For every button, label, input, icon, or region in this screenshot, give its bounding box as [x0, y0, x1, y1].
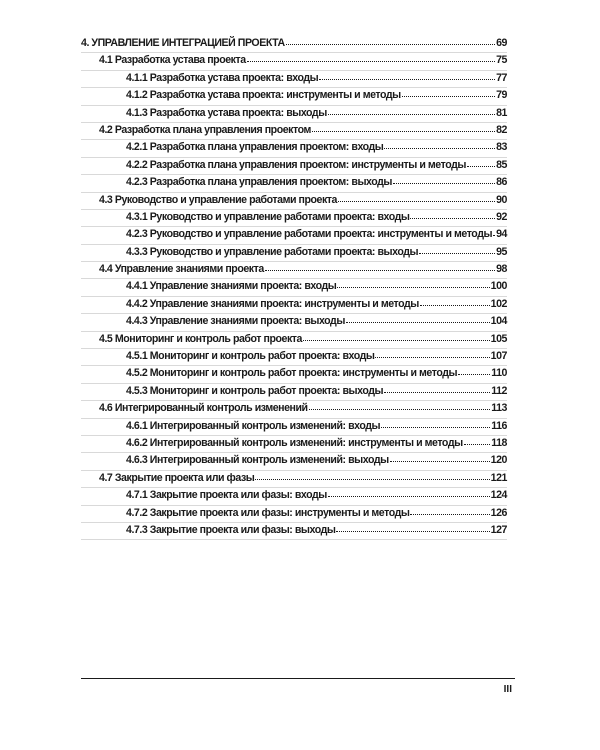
toc-subsection-entry[interactable]	[81, 297, 507, 314]
toc-subsection-entry[interactable]	[81, 384, 507, 401]
toc-entry-page: 113	[491, 402, 507, 415]
toc-section-entry[interactable]	[81, 471, 507, 488]
toc-entry-title: 4.2 Разработка плана управления проектом	[99, 123, 311, 136]
toc-entry-title: 4.4.2 Управление знаниями проекта: инструменты и методы	[126, 297, 419, 310]
toc-entry-title: 4.2.2 Разработка плана управления проектом: инструменты и методы	[126, 158, 466, 171]
toc-entry-title: 4.1.2 Разработка устава проекта: инструменты и методы	[126, 89, 401, 102]
toc-entry-page: 112	[491, 384, 507, 397]
toc-entry-title: 4.3 Руководство и управление работами проекта	[99, 193, 337, 206]
toc-chapter-entry[interactable]	[81, 36, 507, 53]
toc-entry-page: 127	[490, 523, 507, 536]
toc-entry-page: 121	[490, 471, 507, 484]
toc-subsection-entry[interactable]	[81, 245, 507, 262]
toc-subsection-entry[interactable]	[81, 523, 507, 540]
page-number: III	[503, 684, 512, 695]
toc-subsection-entry[interactable]	[81, 419, 507, 436]
toc-entry-title: 4.7.3 Закрытие проекта или фазы: выходы	[126, 523, 336, 536]
toc-section-entry[interactable]	[81, 53, 507, 70]
toc-entry-page: 95	[496, 245, 507, 258]
toc-entry-title: 4.6 Интегрированный контроль изменений	[99, 402, 308, 415]
toc-entry-title: 4.6.2 Интегрированный контроль изменений: инструменты и методы	[126, 436, 463, 449]
toc-entry-page: 110	[491, 367, 507, 380]
dot-leader	[420, 297, 490, 307]
toc-subsection-entry[interactable]	[81, 140, 507, 157]
toc-entry-title: 4.5.2 Мониторинг и контроль работ проекта: инструменты и методы	[126, 367, 458, 380]
dot-leader	[493, 227, 495, 237]
toc-entry-title: 4.7.1 Закрытие проекта или фазы: входы	[126, 489, 327, 502]
toc-section-entry[interactable]	[81, 332, 507, 349]
toc-entry-page: 98	[496, 263, 507, 276]
dot-leader	[458, 366, 490, 376]
dot-leader	[286, 36, 495, 46]
toc-entry-page: 107	[490, 350, 507, 363]
toc-subsection-entry[interactable]	[81, 314, 507, 331]
toc-entry-page: 124	[490, 489, 507, 502]
toc-entry-page: 86	[496, 176, 507, 189]
dot-leader	[402, 88, 495, 98]
dot-leader	[467, 158, 495, 168]
toc-subsection-entry[interactable]	[81, 349, 507, 366]
toc-entry-title: 4.4.1 Управление знаниями проекта: входы	[126, 280, 337, 293]
toc-subsection-entry[interactable]	[81, 210, 507, 227]
toc-subsection-entry[interactable]	[81, 175, 507, 192]
toc-entry-page: 118	[491, 436, 507, 449]
toc-subsection-entry[interactable]	[81, 158, 507, 175]
toc-entry-title: 4.7 Закрытие проекта или фазы	[99, 471, 255, 484]
toc-entry-page: 83	[496, 141, 507, 154]
toc-subsection-entry[interactable]	[81, 88, 507, 105]
toc-section-entry[interactable]	[81, 193, 507, 210]
toc-subsection-entry[interactable]	[81, 436, 507, 453]
dot-leader	[338, 193, 495, 203]
toc-entry-page: 90	[496, 193, 507, 206]
toc-entry-title: 4.1.3 Разработка устава проекта: выходы	[126, 106, 327, 119]
toc-entry-page: 85	[496, 158, 507, 171]
toc-entry-page: 94	[496, 228, 507, 241]
toc-entry-page: 92	[496, 210, 507, 223]
toc-entry-title: 4.2.3 Руководство и управление работами проекта: инструменты и методы	[126, 228, 493, 241]
toc-entry-title: 4.5 Мониторинг и контроль работ проекта	[99, 332, 302, 345]
dot-leader	[303, 332, 490, 342]
dot-leader	[346, 314, 490, 324]
toc-entry-page: 82	[496, 123, 507, 136]
dot-leader	[410, 210, 495, 220]
table-of-contents	[81, 36, 507, 540]
dot-leader	[384, 384, 490, 394]
dot-leader	[337, 279, 489, 289]
toc-entry-page: 116	[491, 419, 507, 432]
toc-entry-title: 4.1 Разработка устава проекта	[99, 54, 246, 67]
toc-entry-page: 126	[490, 506, 507, 519]
toc-section-entry[interactable]	[81, 123, 507, 140]
toc-subsection-entry[interactable]	[81, 506, 507, 523]
toc-entry-page: 69	[496, 37, 507, 49]
toc-entry-page: 102	[490, 297, 507, 310]
toc-entry-page: 104	[490, 315, 507, 328]
toc-entry-title: 4.1.1 Разработка устава проекта: входы	[126, 71, 319, 84]
dot-leader	[247, 53, 495, 63]
toc-subsection-entry[interactable]	[81, 453, 507, 470]
dot-leader	[375, 349, 489, 359]
dot-leader	[410, 506, 489, 516]
toc-entry-title: 4. УПРАВЛЕНИЕ ИНТЕГРАЦИЕЙ ПРОЕКТА	[81, 37, 285, 49]
toc-entry-title: 4.6.3 Интегрированный контроль изменений: выходы	[126, 454, 389, 467]
toc-subsection-entry[interactable]	[81, 366, 507, 383]
toc-entry-page: 100	[490, 280, 507, 293]
toc-entry-title: 4.6.1 Интегрированный контроль изменений: входы	[126, 419, 381, 432]
dot-leader	[309, 401, 491, 411]
toc-entry-title: 4.5.1 Мониторинг и контроль работ проекта: входы	[126, 350, 375, 363]
toc-entry-title: 4.3.1 Руководство и управление работами проекта: входы	[126, 210, 410, 223]
dot-leader	[384, 140, 495, 150]
toc-entry-title: 4.4.3 Управление знаниями проекта: выходы	[126, 315, 345, 328]
toc-subsection-entry[interactable]	[81, 71, 507, 88]
toc-entry-title: 4.5.3 Мониторинг и контроль работ проекта: выходы	[126, 384, 384, 397]
toc-entry-page: 81	[496, 106, 507, 119]
toc-entry-page: 75	[496, 54, 507, 67]
dot-leader	[419, 245, 495, 255]
toc-entry-title: 4.2.3 Разработка плана управления проектом: выходы	[126, 176, 392, 189]
dot-leader	[381, 419, 490, 429]
dot-leader	[319, 71, 495, 81]
toc-subsection-entry[interactable]	[81, 488, 507, 505]
dot-leader	[328, 106, 495, 116]
dot-leader	[390, 453, 490, 463]
dot-leader	[255, 471, 489, 481]
toc-section-entry[interactable]	[81, 401, 507, 418]
toc-entry-page: 105	[490, 332, 507, 345]
dot-leader	[312, 123, 495, 133]
toc-subsection-entry[interactable]	[81, 106, 507, 123]
dot-leader	[393, 175, 495, 185]
toc-entry-title: 4.7.2 Закрытие проекта или фазы: инструменты и методы	[126, 506, 410, 519]
dot-leader	[328, 488, 490, 498]
toc-entry-title: 4.2.1 Разработка плана управления проектом: входы	[126, 141, 384, 154]
toc-subsection-entry[interactable]	[81, 227, 507, 244]
toc-entry-page: 79	[496, 89, 507, 102]
toc-entry-page: 120	[490, 454, 507, 467]
toc-entry-title: 4.4 Управление знаниями проекта	[99, 263, 264, 276]
dot-leader	[464, 436, 491, 446]
toc-section-entry[interactable]	[81, 262, 507, 279]
dot-leader	[336, 523, 489, 533]
dot-leader	[265, 262, 495, 272]
footer-divider	[81, 678, 515, 679]
toc-subsection-entry[interactable]	[81, 279, 507, 296]
toc-entry-title: 4.3.3 Руководство и управление работами проекта: выходы	[126, 245, 419, 258]
toc-entry-page: 77	[496, 71, 507, 84]
